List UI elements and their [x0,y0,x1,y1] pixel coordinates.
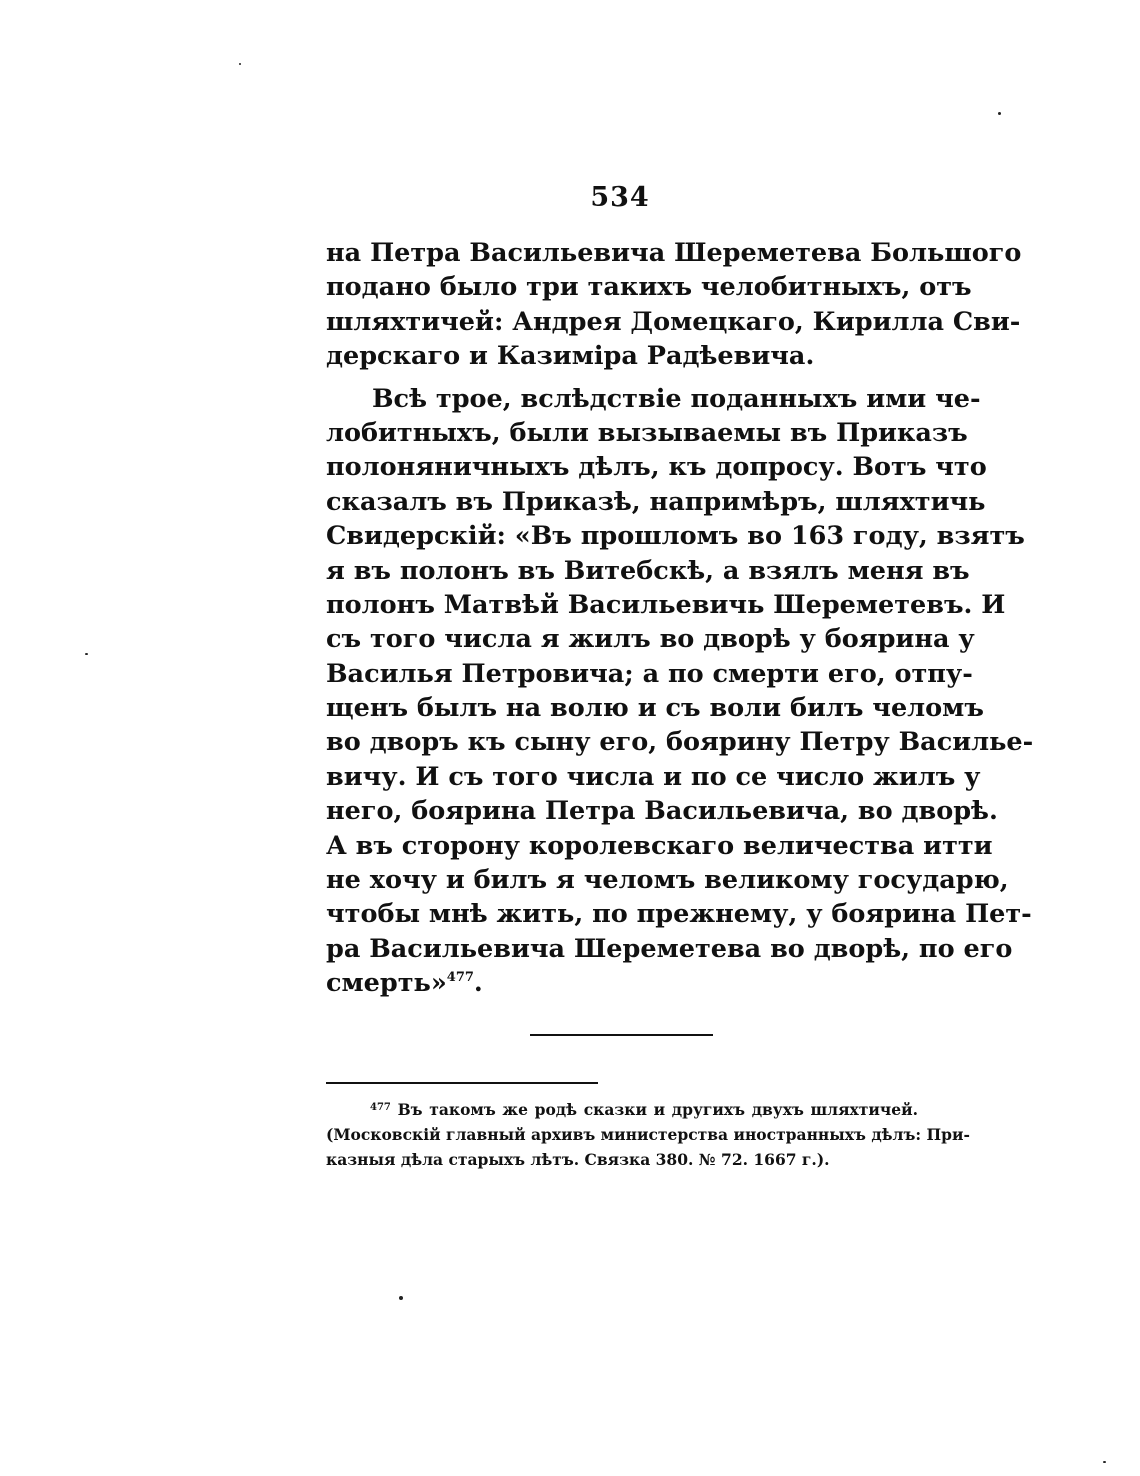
footnote-line [326,1097,918,1122]
text-line: лобитныхъ, были вызываемы въ Приказъ [326,417,968,448]
footnote-reference[interactable]: 477 [446,970,474,986]
scan-speck [239,63,241,65]
paragraph-2 [326,382,1034,1001]
text-line: Всѣ трое, вслѣдствіе поданныхъ ими че- [372,383,981,414]
main-text [326,236,1034,1001]
footnote [326,1097,970,1172]
text-line: шляхтичей: Андрея Домецкаго, Кирилла Сви- [326,306,1021,337]
paragraph-1 [326,236,1022,374]
text-line: щенъ былъ на волю и съ воли билъ челомъ [326,693,984,724]
final-text: смерть» [326,968,447,999]
footnote-marker: 477 [370,1102,391,1113]
final-period: . [473,968,483,999]
scan-speck [1103,1461,1106,1463]
text-line: во дворъ къ сыну его, боярину Петру Василье- [326,727,1034,758]
text-line: съ того числа я жилъ во дворѣ у боярина у [326,624,975,655]
footnote-line: казныя дѣла старыхъ лѣтъ. Связка 380. № 72. 1667 г.). [326,1150,830,1169]
text-line: дерскаго и Казиміра Радѣевича. [326,341,815,372]
footnote-line: (Московскій главный архивъ министерства иностранныхъ дѣлъ: При- [326,1125,970,1144]
footnote-text: Въ такомъ же родѣ сказки и другихъ двухъ шляхтичей. [397,1100,918,1119]
scan-speck [998,112,1001,115]
text-line: подано было три такихъ челобитныхъ, отъ [326,272,972,303]
text-line: Василья Петровича; а по смерти его, отпу- [326,658,973,689]
text-line: ра Васильевича Шереметева во дворѣ, по его [326,933,1013,964]
text-line: А въ сторону королевскаго величества итти [326,830,993,861]
text-line: вичу. И съ того числа и по се число жилъ у [326,761,981,792]
text-line: полоняничныхъ дѣлъ, къ допросу. Вотъ что [326,452,987,483]
text-line: чтобы мнѣ жить, по прежнему, у боярина Пет- [326,899,1032,930]
text-line: я въ полонъ въ Витебскѣ, а взялъ меня въ [326,555,970,586]
page-number: 534 [590,182,650,213]
text-line: него, боярина Петра Васильевича, во дворѣ. [326,796,998,827]
text-line: на Петра Васильевича Шереметева Большого [326,238,1022,268]
footnote-separator [326,1082,598,1084]
text-line: не хочу и билъ я челомъ великому государю, [326,865,1009,896]
scan-speck [85,653,88,655]
section-end-rule [530,1034,713,1036]
text-line-final [326,966,918,1000]
scan-speck [399,1296,403,1300]
text-line: Свидерскій: «Въ прошломъ во 163 году, взятъ [326,521,1025,552]
text-line: полонъ Матвѣй Васильевичь Шереметевъ. И [326,589,1006,620]
text-line: сказалъ въ Приказѣ, напримѣръ, шляхтичь [326,486,986,517]
